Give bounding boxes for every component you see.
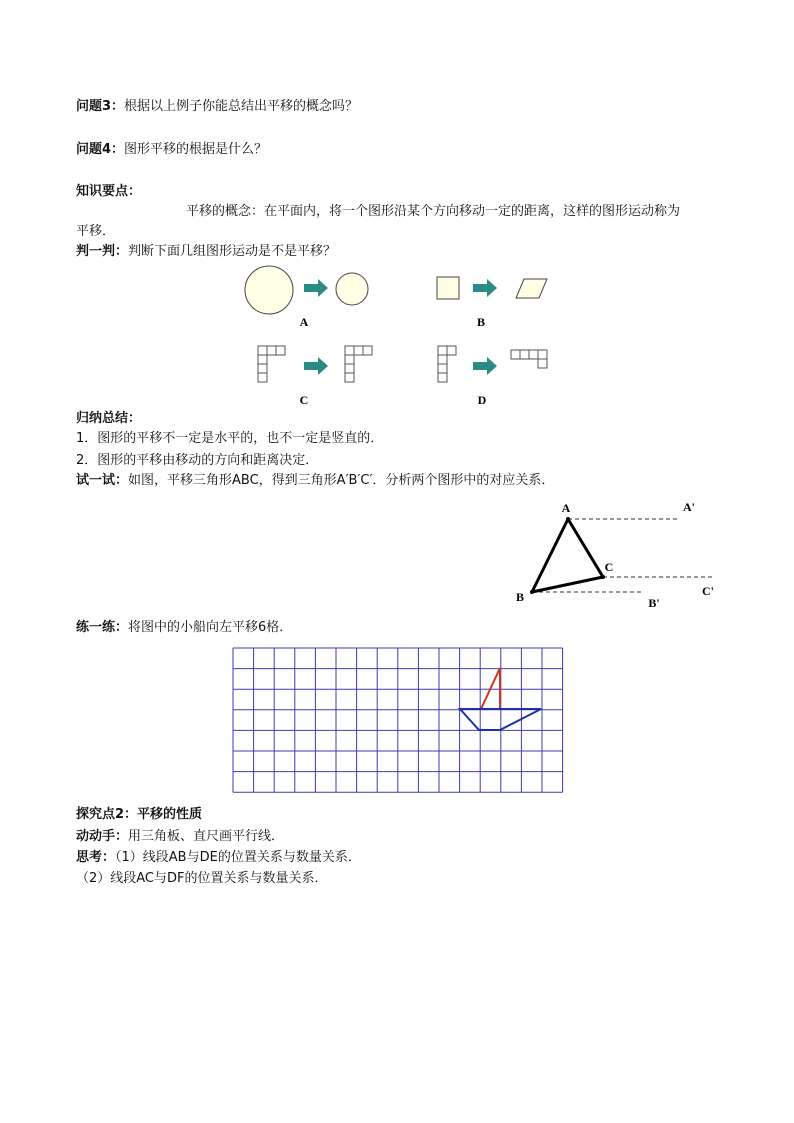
point-a-prime-label: A' [683,500,695,514]
option-c-label: C [299,393,309,407]
question-3-label: 问题3： [76,99,125,114]
definition-line-1: 平移的概念：在平面内，将一个图形沿某个方向移动一定的距离，这样的图形运动称为 [186,204,681,219]
think-2: （2）线段AC与DF的位置关系与数量关系． [76,871,328,886]
hands-on [76,828,284,846]
point-b-prime-label: B' [648,596,660,610]
definition-line-2: 平移． [76,224,116,239]
think-1: （1）线段AB与DE的位置关系与数量关系． [115,850,361,865]
practice-text: 将图中的小船向左平移6格． [128,620,293,635]
explore-title: 探究点2：平移的性质 [76,807,203,822]
question-4-label: 问题4： [76,142,125,157]
option-b-label: B [476,315,486,329]
grid [233,648,563,792]
point-c-prime-label: C' [702,584,714,598]
boat-sail [481,668,500,709]
point-b-label: B [515,590,525,604]
summary-title: 归纳总结： [76,411,142,426]
question-4-text: 图形平移的根据是什么？ [124,142,268,157]
option-a-label: A [299,315,309,329]
question-3-text: 根据以上例子你能总结出平移的概念吗？ [124,99,359,114]
summary-item-1: 1．图形的平移不一定是水平的，也不一定是竖直的． [76,431,384,446]
think-label: 思考： [76,850,116,865]
summary-item-2: 2．图形的平移由移动的方向和距离决定． [76,453,319,468]
knowledge-title: 知识要点： [76,184,142,199]
try-label: 试一试： [76,473,129,488]
point-c-label: C [604,560,614,574]
judge-text: 判断下面几组图形运动是不是平移？ [128,244,337,259]
point-a-label: A [561,501,571,515]
try-text: 如图，平移三角形ABC，得到三角形A′B′C′．分析两个图形中的对应关系． [128,473,555,488]
judge-label: 判一判： [76,244,129,259]
practice-label: 练一练： [76,620,129,635]
think [76,849,361,867]
hands-text: 用三角板、直尺画平行线． [128,829,285,844]
option-d-label: D [477,393,487,407]
hands-label: 动动手： [76,829,129,844]
